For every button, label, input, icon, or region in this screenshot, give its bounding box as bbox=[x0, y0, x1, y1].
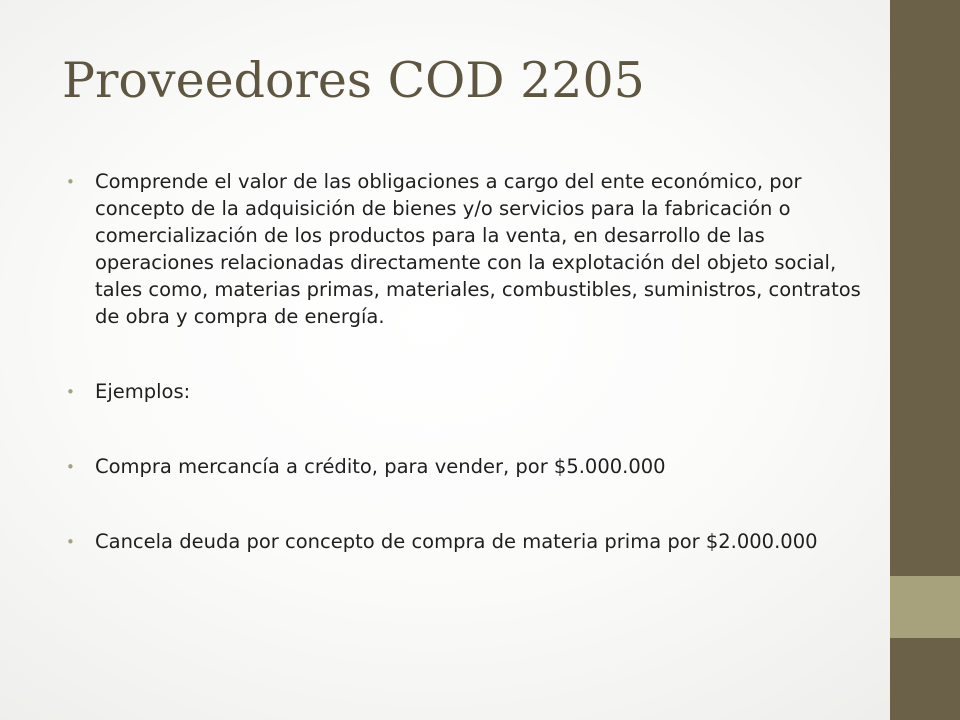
bullet-dot-icon: • bbox=[66, 383, 75, 401]
sidebar-accent-dark bbox=[890, 0, 960, 576]
bullet-item-examples-heading bbox=[66, 378, 866, 405]
bullet-text: Ejemplos: bbox=[95, 380, 191, 403]
bullet-item-example-1 bbox=[66, 453, 866, 480]
bullet-item-example-2 bbox=[66, 528, 866, 555]
bullet-item-definition bbox=[66, 168, 866, 330]
bullet-dot-icon: • bbox=[66, 458, 75, 476]
bullet-text: Compra mercancía a crédito, para vender, por $5.000.000 bbox=[95, 455, 666, 478]
bullet-text: Cancela deuda por concepto de compra de materia prima por $2.000.000 bbox=[95, 530, 818, 553]
slide-title: Proveedores COD 2205 bbox=[62, 52, 645, 109]
sidebar-accent-bottom bbox=[890, 638, 960, 720]
bullet-dot-icon: • bbox=[66, 533, 75, 551]
bullet-text: Comprende el valor de las obligaciones a cargo del ente económico, por concepto de la adquisición de bienes y/o servicios para la fabricación o comercialización de los productos para la venta, en desarrollo de las operaciones relacionadas directamente con la explotación del objeto social, tales como, materias primas, materiales, combustibles, suministros, contratos de obra y compra de energía. bbox=[95, 170, 861, 328]
bullet-list bbox=[66, 168, 866, 555]
bullet-dot-icon: • bbox=[66, 173, 75, 191]
sidebar-accent-light bbox=[890, 576, 960, 638]
